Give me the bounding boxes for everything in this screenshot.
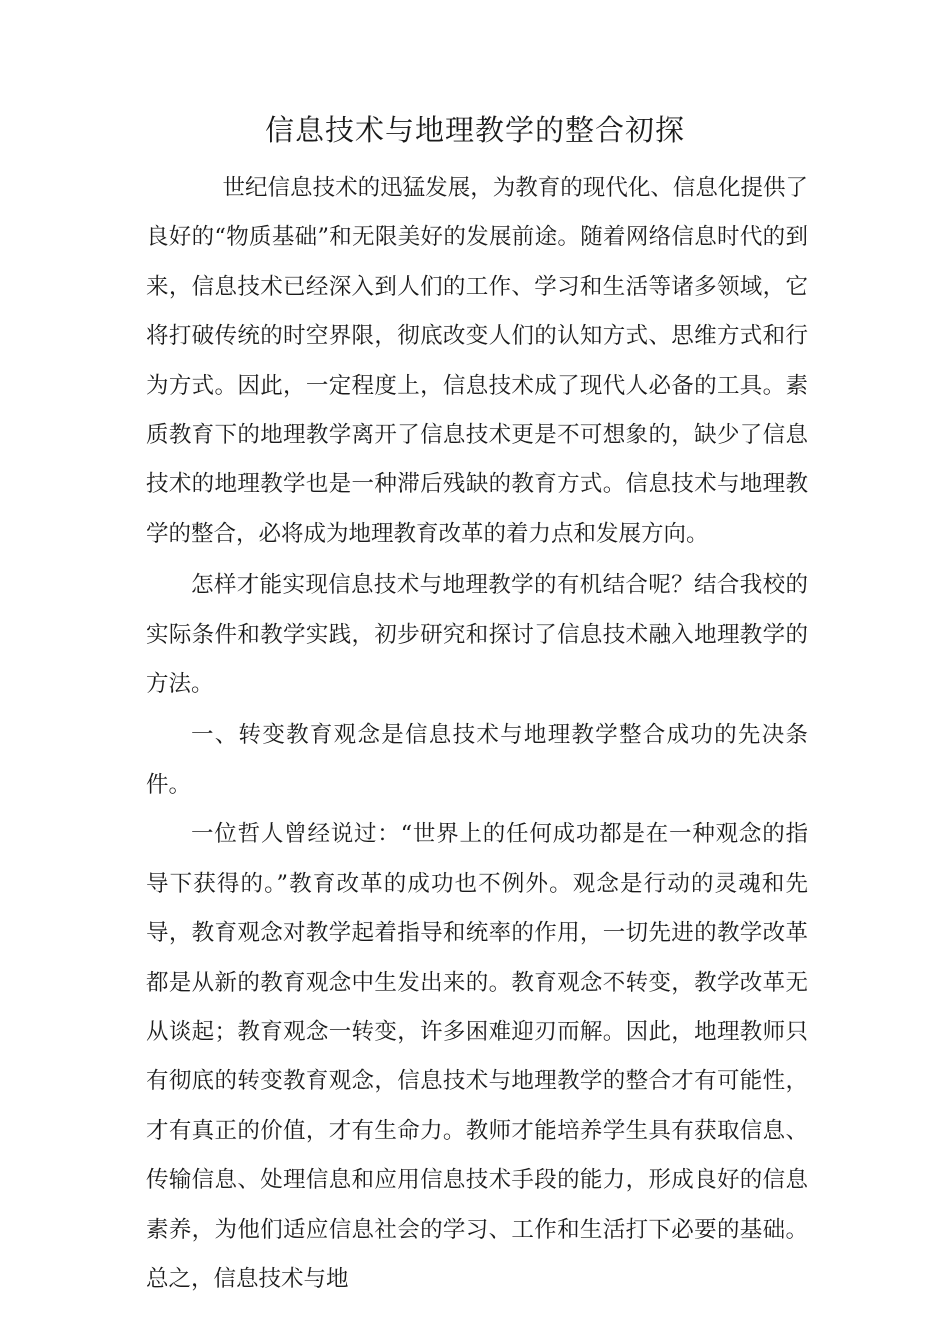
paragraph-question: 怎样才能实现信息技术与地理教学的有机结合呢？结合我校的实际条件和教学实践，初步研究和探讨了信息技术融入地理教学的方法。: [146, 572, 808, 698]
document-body: [146, 164, 808, 1304]
paragraph-section-1: 一位哲人曾经说过：“世界上的任何成功都是在一种观念的指导下获得的。”教育改革的成功也不例外。观念是行动的灵魂和先导，教育观念对教学起着指导和统率的作用，一切先进的教学改革都是从新的教育观念中生发出来的。教育观念不转变，教学改革无从谈起；教育观念一转变，许多困难迎刃而解。因此，地理教师只有彻底的转变教育观念，信息技术与地理教学的整合才有可能性，才有真正的价值，才有生命力。教师才能培养学生具有获取信息、传输信息、处理信息和应用信息技术手段的能力，形成良好的信息素养，为他们适应信息社会的学习、工作和生活打下必要的基础。总之，信息技术与地: [146, 821, 808, 1292]
document-title: 信息技术与地理教学的整合初探: [264, 113, 685, 147]
paragraph-intro: 世纪信息技术的迅猛发展，为教育的现代化、信息化提供了良好的“物质基础”和无限美好的发展前途。随着网络信息时代的到来，信息技术已经深入到人们的工作、学习和生活等诸多领域，它将打破传统的时空界限，彻底改变人们的认知方式、思维方式和行为方式。因此，一定程度上，信息技术成了现代人必备的工具。素质教育下的地理教学离开了信息技术更是不可想象的，缺少了信息技术的地理教学也是一种滞后残缺的教育方式。信息技术与地理教学的整合，必将成为地理教育改革的着力点和发展方向。: [146, 175, 808, 547]
section-heading-1: 一、转变教育观念是信息技术与地理教学整合成功的先决条件。: [146, 722, 808, 798]
